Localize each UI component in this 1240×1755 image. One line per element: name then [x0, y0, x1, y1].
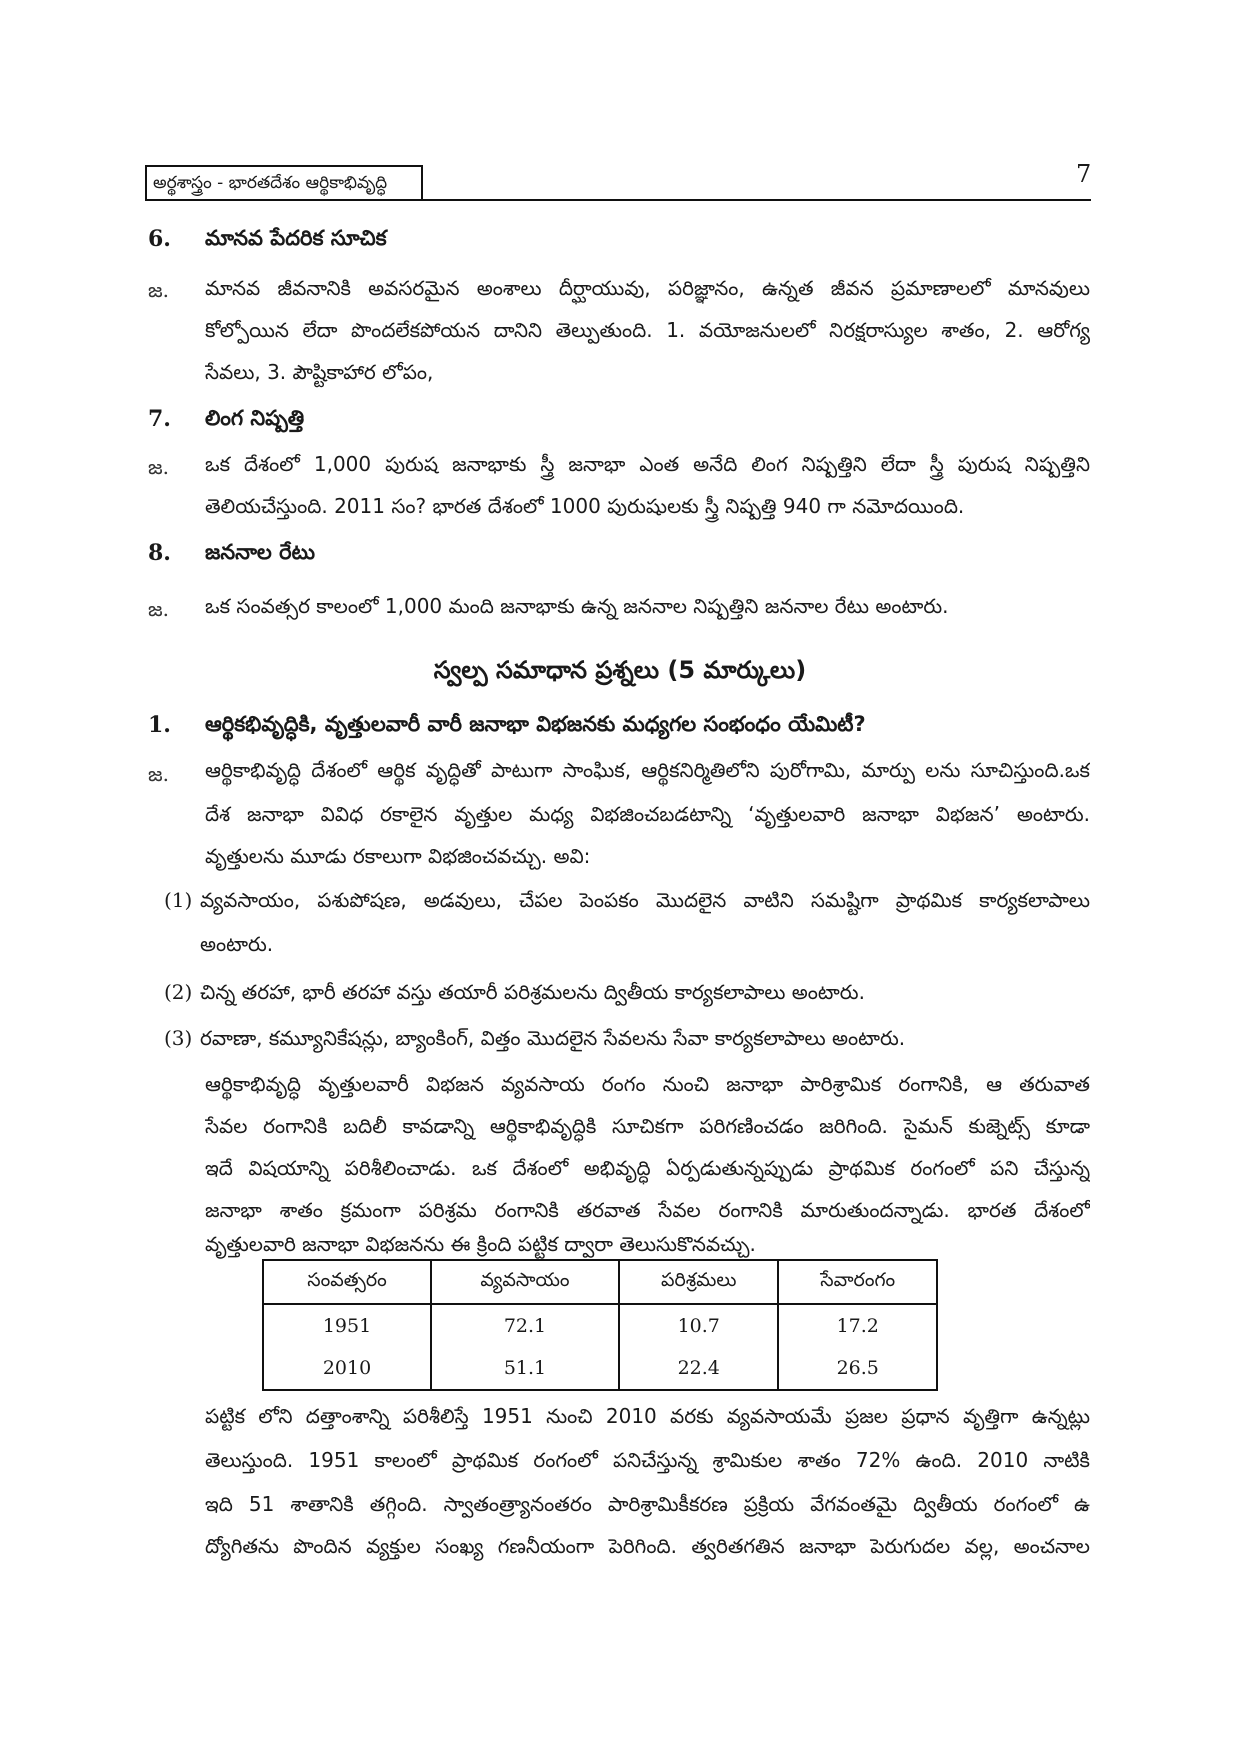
- table-cell: 72.1: [431, 1304, 619, 1347]
- sub-item-line: అంటారు.: [200, 932, 274, 956]
- table-row: [263, 1304, 937, 1347]
- occupation-distribution-table: [262, 1259, 938, 1391]
- header-rule: [423, 199, 1091, 201]
- paragraph-line: ఇదే విషయాన్ని పరిశీలించాడు. ఒక దేశంలో అభివృద్ధి ఏర్పడుతున్నప్పుడు ప్రాథమిక రంగంలో పని చేస్తున్న: [205, 1156, 1090, 1180]
- sub-item-label: (1): [164, 888, 193, 912]
- table-cell: 26.5: [778, 1347, 937, 1390]
- column-header: పరిశ్రమలు: [619, 1260, 779, 1304]
- answer-line: ఒక సంవత్సర కాలంలో 1,000 మంది జనాభాకు ఉన్న జననాల నిష్పత్తిని జననాల రేటు అంటారు.: [205, 594, 949, 618]
- table-row: [263, 1347, 937, 1390]
- section-title: స్వల్ప సమాధాన ప్రశ్నలు (5 మార్కులు): [433, 656, 807, 684]
- table-cell: 51.1: [431, 1347, 619, 1390]
- answer-marker: జ.: [148, 597, 169, 621]
- table-cell: 22.4: [619, 1347, 779, 1390]
- answer-line: ఆర్థికాభివృద్ధి దేశంలో ఆర్థిక వృద్ధితో పాటుగా సాంఘిక, ఆర్థికనిర్మితిలోని పురోగామి, మార్పు లను సూచిస్తుంది.ఒక: [205, 758, 1090, 782]
- item-number: 7.: [148, 406, 171, 432]
- column-header: వ్యవసాయం: [431, 1260, 619, 1304]
- answer-marker: జ.: [148, 455, 169, 479]
- column-header: సంవత్సరం: [263, 1260, 431, 1304]
- item-heading: మానవ పేదరిక సూచిక: [205, 226, 387, 250]
- answer-line: వృత్తులను మూడు రకాలుగా విభజించవచ్చు. అవి:: [205, 844, 591, 868]
- answer-line: ఒక దేశంలో 1,000 పురుష జనాభాకు స్త్రీ జనాభా ఎంత అనేది లింగ నిష్పత్తిని లేదా స్త్రీ పురుష నిష్పత్తిని: [205, 452, 1090, 476]
- table-cell: 1951: [263, 1304, 431, 1347]
- paragraph-line: ఆర్థికాభివృద్ధి వృత్తులవారీ విభజన వ్యవసాయ రంగం నుంచి జనాభా పారిశ్రామిక రంగానికి, ఆ తరువాత: [205, 1072, 1090, 1096]
- paragraph-line: జనాభా శాతం క్రమంగా పరిశ్రమ రంగానికి తరవాత సేవల రంగానికి మారుతుందన్నాడు. భారత దేశంలో: [205, 1198, 1090, 1222]
- sub-item-line: చిన్న తరహా, భారీ తరహా వస్తు తయారీ పరిశ్రమలను ద్వితీయ కార్యకలాపాలు అంటారు.: [200, 980, 865, 1004]
- sub-item-label: (2): [164, 980, 193, 1004]
- running-header-title: అర్థశాస్త్రం - భారతదేశం ఆర్థికాభివృద్ధి: [145, 165, 423, 201]
- paragraph-line: ద్యోగితను పొందిన వ్యక్తుల సంఖ్య గణనీయంగా పెరిగింది. త్వరితగతిన జనాభా పెరుగుదల వల్ల, అంచనాల: [205, 1534, 1090, 1558]
- answer-marker: జ.: [148, 762, 169, 786]
- sub-item-line: రవాణా, కమ్యూనికేషన్లు, బ్యాంకింగ్, విత్తం మొదలైన సేవలను సేవా కార్యకలాపాలు అంటారు.: [200, 1026, 906, 1050]
- item-heading: లింగ నిష్పత్తి: [205, 406, 305, 430]
- paragraph-line: ఇది 51 శాతానికి తగ్గింది. స్వాతంత్ర్యానంతరం పారిశ్రామికీకరణ ప్రక్రియ వేగవంతమై ద్వితీయ రంగంలో ఉ: [205, 1492, 1090, 1516]
- page-number: 7: [1076, 160, 1092, 188]
- item-number: 6.: [148, 226, 171, 252]
- table-cell: 10.7: [619, 1304, 779, 1347]
- column-header: సేవారంగం: [778, 1260, 937, 1304]
- table-header-row: [263, 1260, 937, 1304]
- answer-line: మానవ జీవనానికి అవసరమైన అంశాలు దీర్ఘాయువు, పరిజ్ఞానం, ఉన్నత జీవన ప్రమాణాలలో మానవులు: [205, 276, 1090, 300]
- answer-marker: జ.: [148, 278, 169, 302]
- paragraph-line: తెలుస్తుంది. 1951 కాలంలో ప్రాథమిక రంగంలో పనిచేస్తున్న శ్రామికుల శాతం 72% ఉంది. 2010 నాటికి: [205, 1448, 1090, 1472]
- question-number: 1.: [148, 712, 171, 738]
- answer-line: దేశ జనాభా వివిధ రకాలైన వృత్తుల మధ్య విభజించబడటాన్ని ‘వృత్తులవారి జనాభా విభజన’ అంటారు.: [205, 802, 1090, 826]
- answer-line: సేవలు, 3. పౌష్టికాహార లోపం,: [205, 360, 434, 384]
- table-cell: 17.2: [778, 1304, 937, 1347]
- paragraph-line: పట్టిక లోని దత్తాంశాన్ని పరిశీలిస్తే 1951 నుంచి 2010 వరకు వ్యవసాయమే ప్రజల ప్రధాన వృత్తిగా ఉన్నట్లు: [205, 1404, 1090, 1428]
- item-heading: జననాల రేటు: [205, 540, 316, 564]
- question-text: ఆర్థికభివృద్ధికి, వృత్తులవారీ వారీ జనాభా విభజనకు మధ్యగల సంభంధం యేమిటీ?: [205, 712, 866, 736]
- answer-line: తెలియచేస్తుంది. 2011 సం? భారత దేశంలో 1000 పురుషులకు స్త్రీ నిష్పత్తి 940 గా నమోదయింది.: [205, 494, 965, 518]
- paragraph-line: వృత్తులవారి జనాభా విభజనను ఈ క్రింది పట్టిక ద్వారా తెలుసుకొనవచ్చు.: [205, 1232, 756, 1256]
- answer-line: కోల్పోయిన లేదా పొందలేకపోయన దానిని తెల్పుతుంది. 1. వయోజనులలో నిరక్షరాస్యుల శాతం, 2. ఆరోగ్య: [205, 318, 1090, 342]
- item-number: 8.: [148, 540, 171, 566]
- table-cell: 2010: [263, 1347, 431, 1390]
- paragraph-line: సేవల రంగానికి బదిలీ కావడాన్ని ఆర్థికాభివృద్ధికి సూచికగా పరిగణించడం జరిగింది. సైమన్ కుజ్నెట్స్ కూడా: [205, 1114, 1090, 1138]
- sub-item-line: వ్యవసాయం, పశుపోషణ, అడవులు, చేపల పెంపకం మొదలైన వాటిని సమష్టిగా ప్రాథమిక కార్యకలాపాలు: [200, 888, 1090, 912]
- sub-item-label: (3): [164, 1026, 193, 1050]
